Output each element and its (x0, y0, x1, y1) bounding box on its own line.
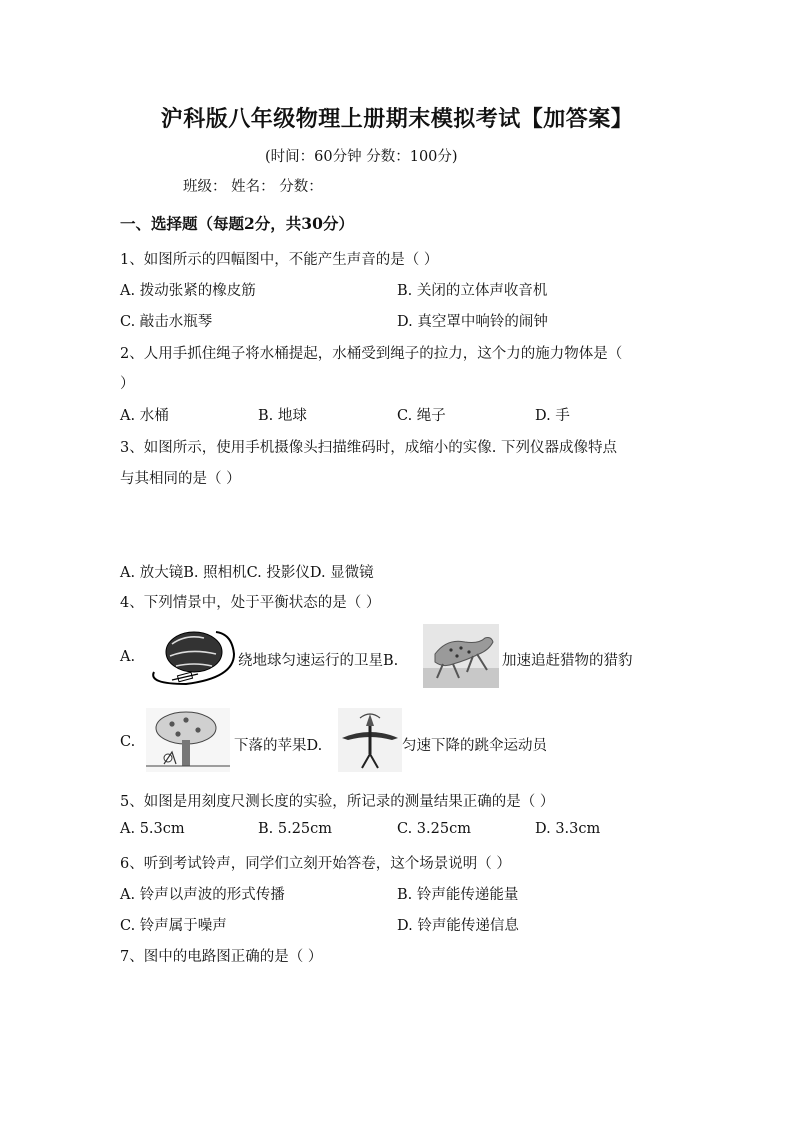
q6-option-b: B. 铃声能传递能量 (397, 887, 519, 903)
q6-option-d: D. 铃声能传递信息 (397, 918, 519, 934)
cheetah-picture (423, 624, 499, 688)
q4-stem: 4、下列情景中，处于平衡状态的是（ ） (120, 595, 381, 611)
q6-option-c: C. 铃声属于噪声 (120, 918, 227, 934)
section-heading: 一、选择题（每题2分，共30分） (120, 214, 354, 233)
q7-stem: 7、图中的电路图正确的是（ ） (120, 949, 323, 965)
q5-stem: 5、如图是用刻度尺测长度的实验，所记录的测量结果正确的是（ ） (120, 794, 555, 810)
q2-option-b: B. 地球 (258, 408, 307, 424)
q5-option-c: C. 3.25cm (397, 821, 471, 837)
q2-option-a: A. 水桶 (120, 408, 169, 424)
q1-option-d: D. 真空罩中响铃的闹钟 (397, 314, 548, 330)
q3-stem-line1: 3、如图所示，使用手机摄像头扫描维码时，成缩小的实像. 下列仪器成像特点 (120, 440, 617, 456)
q3-options: A. 放大镜B. 照相机C. 投影仪D. 显微镜 (120, 565, 374, 581)
q4-label-c: C. (120, 734, 136, 750)
q1-option-c: C. 敲击水瓶琴 (120, 314, 213, 330)
q4-option-d-text: 匀速下降的跳伞运动员 (402, 738, 547, 754)
q4-option-a-text: 绕地球匀速运行的卫星B. (238, 653, 399, 669)
q1-option-b: B. 关闭的立体声收音机 (397, 283, 548, 299)
apple-tree-picture (146, 708, 230, 772)
q4-option-c-text: 下落的苹果D. (234, 738, 323, 754)
q6-stem: 6、听到考试铃声，同学们立刻开始答卷，这个场景说明（ ） (120, 856, 511, 872)
q6-option-a: A. 铃声以声波的形式传播 (120, 887, 285, 903)
q2-option-d: D. 手 (535, 408, 570, 424)
q2-stem-line2: ） (120, 376, 135, 392)
student-info: 班级： 姓名： 分数： (183, 179, 323, 195)
q4-option-b-text: 加速追赶猎物的猎豹 (502, 653, 633, 669)
q2-stem-line1: 2、人用手抓住绳子将水桶提起，水桶受到绳子的拉力，这个力的施力物体是（ (120, 346, 623, 362)
parachutist-picture (338, 708, 402, 772)
satellite-orbit-picture (146, 624, 238, 688)
q3-stem-line2: 与其相同的是（ ） (120, 471, 241, 487)
q5-option-b: B. 5.25cm (258, 821, 333, 837)
exam-info: (时间：60分钟 分数：100分) (265, 149, 458, 165)
q1-option-a: A. 拨动张紧的橡皮筋 (120, 283, 256, 299)
q2-option-c: C. 绳子 (397, 408, 446, 424)
q4-label-a: A. (120, 649, 136, 665)
exam-title: 沪科版八年级物理上册期末模拟考试【加答案】 (160, 106, 634, 132)
q1-stem: 1、如图所示的四幅图中，不能产生声音的是（ ） (120, 252, 439, 268)
q5-option-a: A. 5.3cm (120, 821, 185, 837)
q5-option-d: D. 3.3cm (535, 821, 601, 837)
